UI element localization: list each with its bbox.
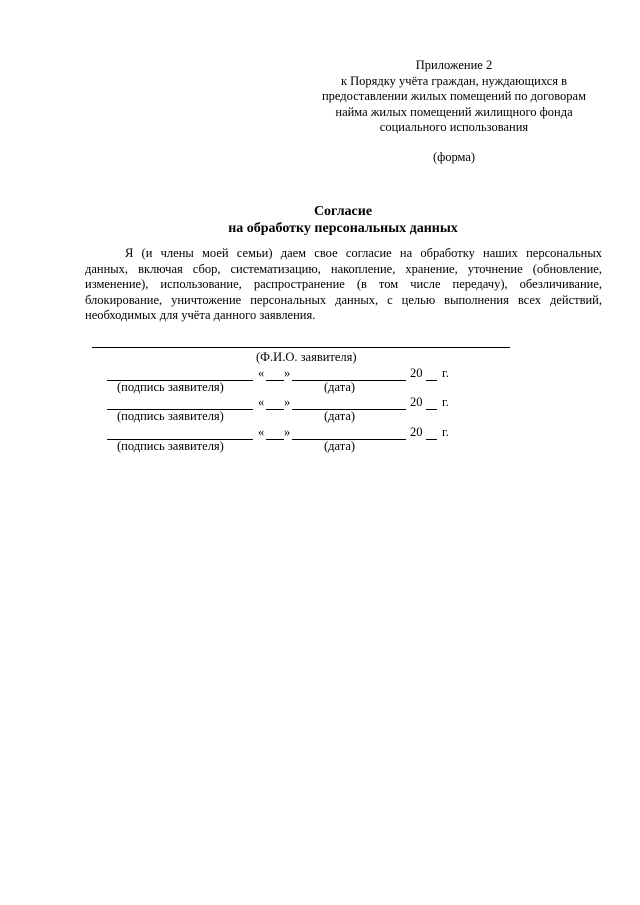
- form-label: (форма): [432, 150, 476, 164]
- date-year-prefix: 20: [410, 395, 423, 409]
- date-day-line: [266, 439, 284, 440]
- title-line-2: на обработку персональных данных: [228, 221, 458, 236]
- date-year-line: [426, 380, 437, 381]
- date-caption: (дата): [324, 380, 356, 394]
- paragraph-line: Я (и члены моей семьи) даем свое согласие на обработку наших персональных: [125, 246, 602, 260]
- date-open-quote: «: [258, 425, 265, 439]
- date-year-line: [426, 409, 437, 410]
- consent-paragraph: [85, 246, 602, 324]
- date-close-quote: »: [284, 425, 291, 439]
- fio-caption: (Ф.И.О. заявителя): [256, 350, 357, 364]
- date-caption: (дата): [324, 439, 356, 453]
- paragraph-line: блокирование, уничтожение персональных данных, с целью выполнения всех действий,: [85, 292, 602, 307]
- signature-caption: (подпись заявителя): [117, 380, 224, 394]
- date-year-prefix: 20: [410, 425, 423, 439]
- paragraph-line: изменение), использование, распространение (в том числе передачу), обезличивание,: [85, 277, 602, 292]
- signature-caption: (подпись заявителя): [117, 409, 224, 423]
- date-year-prefix: 20: [410, 366, 423, 380]
- paragraph-line: данных, включая сбор, систематизацию, накопление, хранение, уточнение (обновление,: [85, 261, 602, 276]
- appendix-line: социального использования: [379, 120, 529, 134]
- date-caption: (дата): [324, 409, 356, 423]
- date-close-quote: »: [284, 395, 291, 409]
- appendix-block: [300, 58, 608, 136]
- date-day-line: [266, 380, 284, 381]
- date-year-suffix: г.: [442, 425, 449, 439]
- appendix-line: найма жилых помещений жилищного фонда: [335, 104, 573, 119]
- date-open-quote: «: [258, 395, 265, 409]
- title-line-1: Согласие: [313, 204, 373, 219]
- date-day-line: [266, 409, 284, 410]
- date-year-suffix: г.: [442, 395, 449, 409]
- fio-field-line: [92, 347, 510, 348]
- appendix-line: предоставлении жилых помещений по договорам: [321, 89, 587, 103]
- document-title: [0, 203, 640, 237]
- signature-caption: (подпись заявителя): [117, 439, 224, 453]
- appendix-line: к Порядку учёта граждан, нуждающихся в: [340, 73, 568, 88]
- date-year-line: [426, 439, 437, 440]
- appendix-number: Приложение 2: [415, 58, 493, 72]
- paragraph-line: необходимых для учёта данного заявления.: [85, 308, 316, 323]
- date-year-suffix: г.: [442, 366, 449, 380]
- date-open-quote: «: [258, 366, 265, 380]
- date-close-quote: »: [284, 366, 291, 380]
